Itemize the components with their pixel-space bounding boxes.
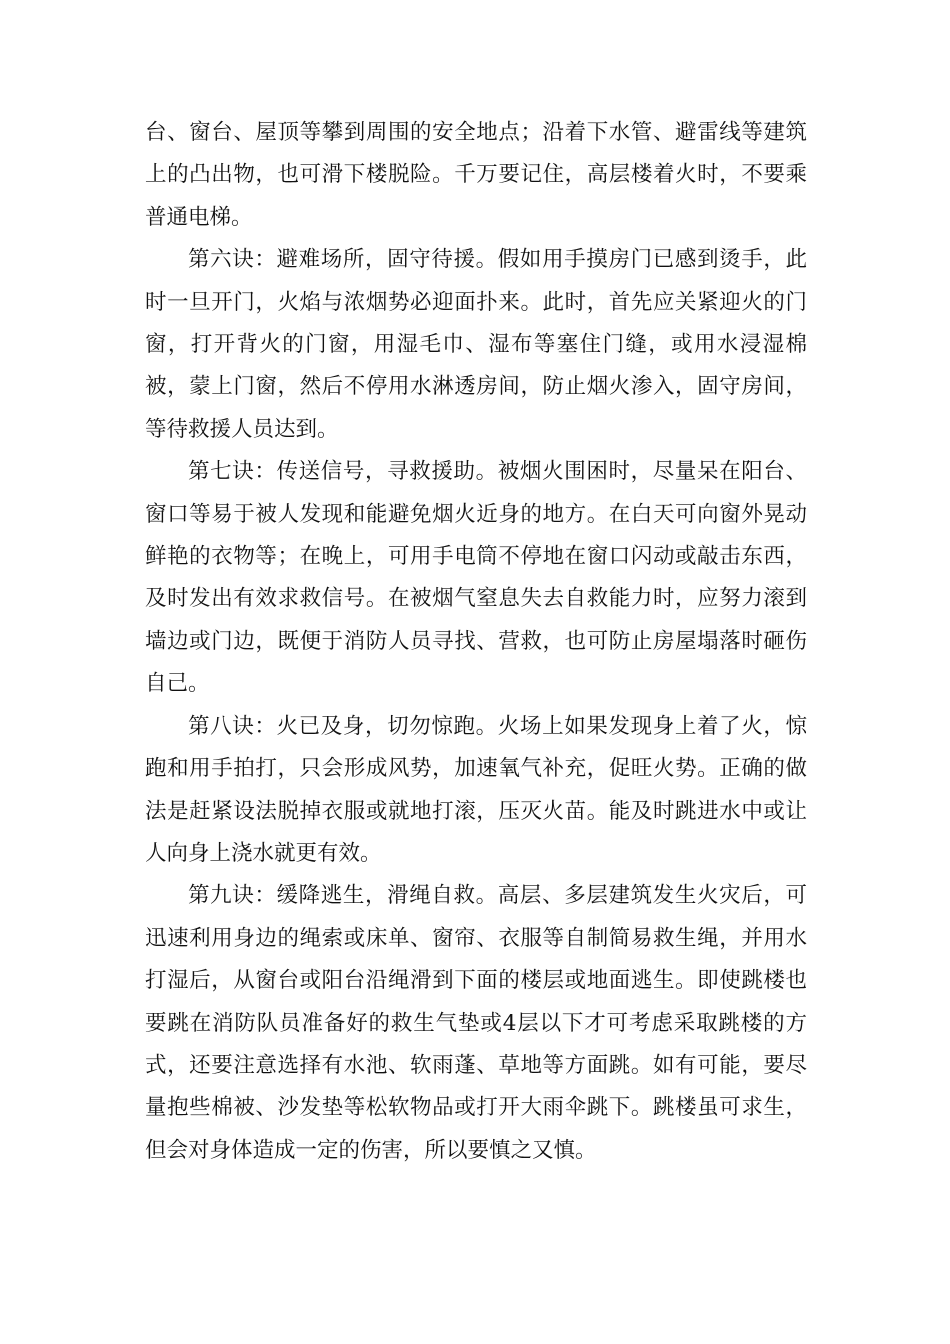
paragraph-tip-6: 第六诀：避难场所，固守待援。假如用手摸房门已感到烫手，此时一旦开门，火焰与浓烟势必迎面扑来。此时，首先应关紧迎火的门窗，打开背火的门窗，用湿毛巾、湿布等塞住门缝，或用水浸湿棉被，蒙上门窗，然后不停用水淋透房间，防止烟火渗入，固守房间，等待救援人员达到。 [145,247,807,442]
paragraph-tip-7: 第七诀：传送信号，寻救援助。被烟火围困时，尽量呆在阳台、窗口等易于被人发现和能避免烟火近身的地方。在白天可向窗外晃动鲜艳的衣物等；在晚上，可用手电筒不停地在窗口闪动或敲击东西，及时发出有效求救信号。在被烟气窒息失去自救能力时，应努力滚到墙边或门边，既便于消防人员寻找、营救，也可防止房屋塌落时砸伤自己。 [145,459,807,697]
paragraph-tip-8: 第八诀：火已及身，切勿惊跑。火场上如果发现身上着了火，惊跑和用手拍打，只会形成风势，加速氧气补充，促旺火势。正确的做法是赶紧设法脱掉衣服或就地打滚，压灭火苗。能及时跳进水中或让人向身上浇水就更有效。 [145,713,807,866]
document-body [145,112,807,1172]
paragraph-tip-9: 第九诀：缓降逃生，滑绳自救。高层、多层建筑发生火灾后，可迅速利用身边的绳索或床单、窗帘、衣服等自制简易救生绳，并用水打湿后，从窗台或阳台沿绳滑到下面的楼层或地面逃生。即使跳楼也要跳在消防队员准备好的救生气垫或4层以下才可考虑采取跳楼的方式，还要注意选择有水池、软雨蓬、草地等方面跳。如有可能，要尽量抱些棉被、沙发垫等松软物品或打开大雨伞跳下。跳楼虽可求生，但会对身体造成一定的伤害，所以要慎之又慎。 [145,883,807,1163]
paragraph-continuation: 台、窗台、屋顶等攀到周围的安全地点；沿着下水管、避雷线等建筑上的凸出物，也可滑下楼脱险。千万要记住，高层楼着火时，不要乘普通电梯。 [145,120,807,230]
